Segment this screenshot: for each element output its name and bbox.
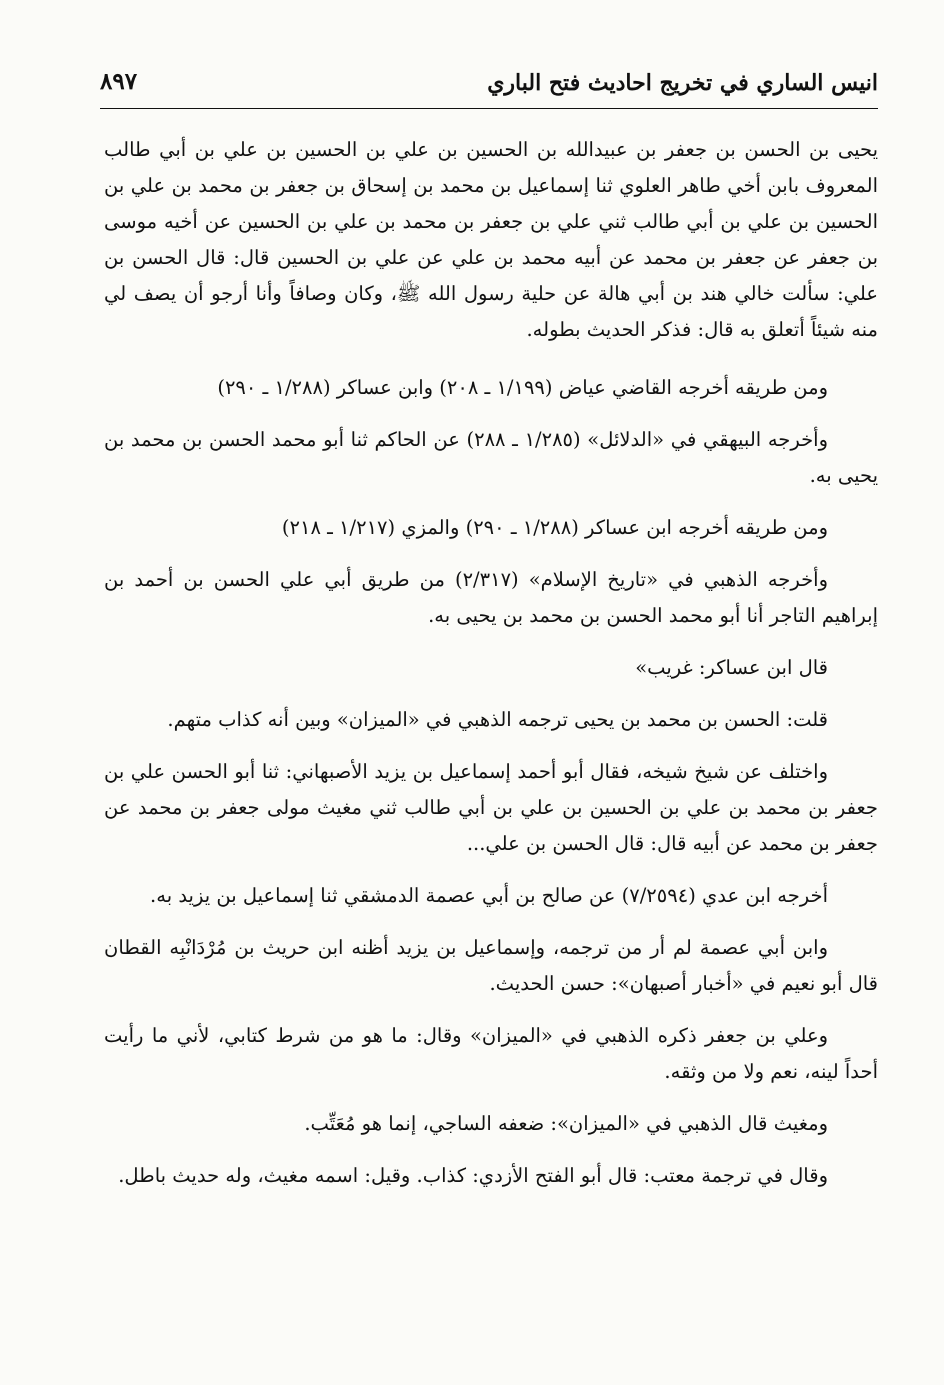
paragraph-8: واختلف عن شيخ شيخه، فقال أبو أحمد إسماعيل بن يزيد الأصبهاني: ثنا أبو الحسن علي بن جعفر بن محمد بن علي بن الحسين بن علي بن أبي طالب ثني مغيث مولى جعفر بن محمد عن جعفر بن محمد عن أبيه قال: قال الحسن بن علي...	[104, 760, 878, 855]
running-title: انيس الساري في تخريج احاديث فتح الباري	[487, 70, 878, 96]
paragraph-13: وقال في ترجمة معتب: قال أبو الفتح الأزدي: كذاب. وقيل: اسمه مغيث، وله حديث باطل.	[118, 1164, 828, 1187]
paragraph-2: ومن طريقه أخرجه القاضي عياض (١/١٩٩ ـ ٢٠٨) وابن عساكر (١/٢٨٨ ـ ٢٩٠)	[217, 376, 828, 399]
page-number: ٨٩٧	[100, 68, 138, 95]
paragraph-12: ومغيث قال الذهبي في «الميزان»: ضعفه الساجي، إنما هو مُعَتِّب.	[304, 1112, 828, 1135]
paragraph-7: قلت: الحسن بن محمد بن يحيى ترجمه الذهبي في «الميزان» وبين أنه كذاب متهم.	[167, 708, 828, 731]
paragraph-6: قال ابن عساكر: غريب»	[635, 656, 828, 679]
paragraph-1: يحيى بن الحسن بن جعفر بن عبيدالله بن الحسين بن علي بن الحسين بن علي بن أبي طالب المعروف بابن أخي طاهر العلوي ثنا إسماعيل بن محمد بن إسحاق بن جعفر بن محمد بن علي بن الحسين بن علي بن أبي طالب ثني علي بن جعفر بن محمد بن علي بن الحسين عن أخيه موسى بن جعفر عن جعفر بن محمد عن أبيه محمد بن علي عن علي بن الحسين قال: قال الحسن بن علي: سألت خالي هند بن أبي هالة عن حلية رسول الله ﷺ، وكان وصافاً وأنا أرجو أن يصف لي منه شيئاً أتعلق به قال: فذكر الحديث بطوله.	[104, 138, 878, 341]
paragraph-9: أخرجه ابن عدي (٧/٢٥٩٤) عن صالح بن أبي عصمة الدمشقي ثنا إسماعيل بن يزيد به.	[150, 884, 828, 907]
page-body	[104, 132, 878, 1210]
header-rule	[100, 108, 878, 109]
paragraph-3: وأخرجه البيهقي في «الدلائل» (١/٢٨٥ ـ ٢٨٨) عن الحاكم ثنا أبو محمد الحسن بن محمد بن يحيى به.	[104, 428, 878, 487]
paragraph-4: ومن طريقه أخرجه ابن عساكر (١/٢٨٨ ـ ٢٩٠) والمزي (١/٢١٧ ـ ٢١٨)	[281, 516, 828, 539]
page-header	[100, 68, 878, 108]
paragraph-10: وابن أبي عصمة لم أر من ترجمه، وإسماعيل بن يزيد أظنه ابن حريث بن مُرْدَانْبِه القطان قال أبو نعيم في «أخبار أصبهان»: حسن الحديث.	[104, 936, 878, 995]
paragraph-5: وأخرجه الذهبي في «تاريخ الإسلام» (٢/٣١٧) من طريق أبي علي الحسن بن أحمد بن إبراهيم التاجر أنا أبو محمد الحسن بن محمد بن يحيى به.	[104, 568, 878, 627]
paragraph-11: وعلي بن جعفر ذكره الذهبي في «الميزان» وقال: ما هو من شرط كتابي، لأني ما رأيت أحداً لينه، نعم ولا من وثقه.	[104, 1024, 878, 1083]
